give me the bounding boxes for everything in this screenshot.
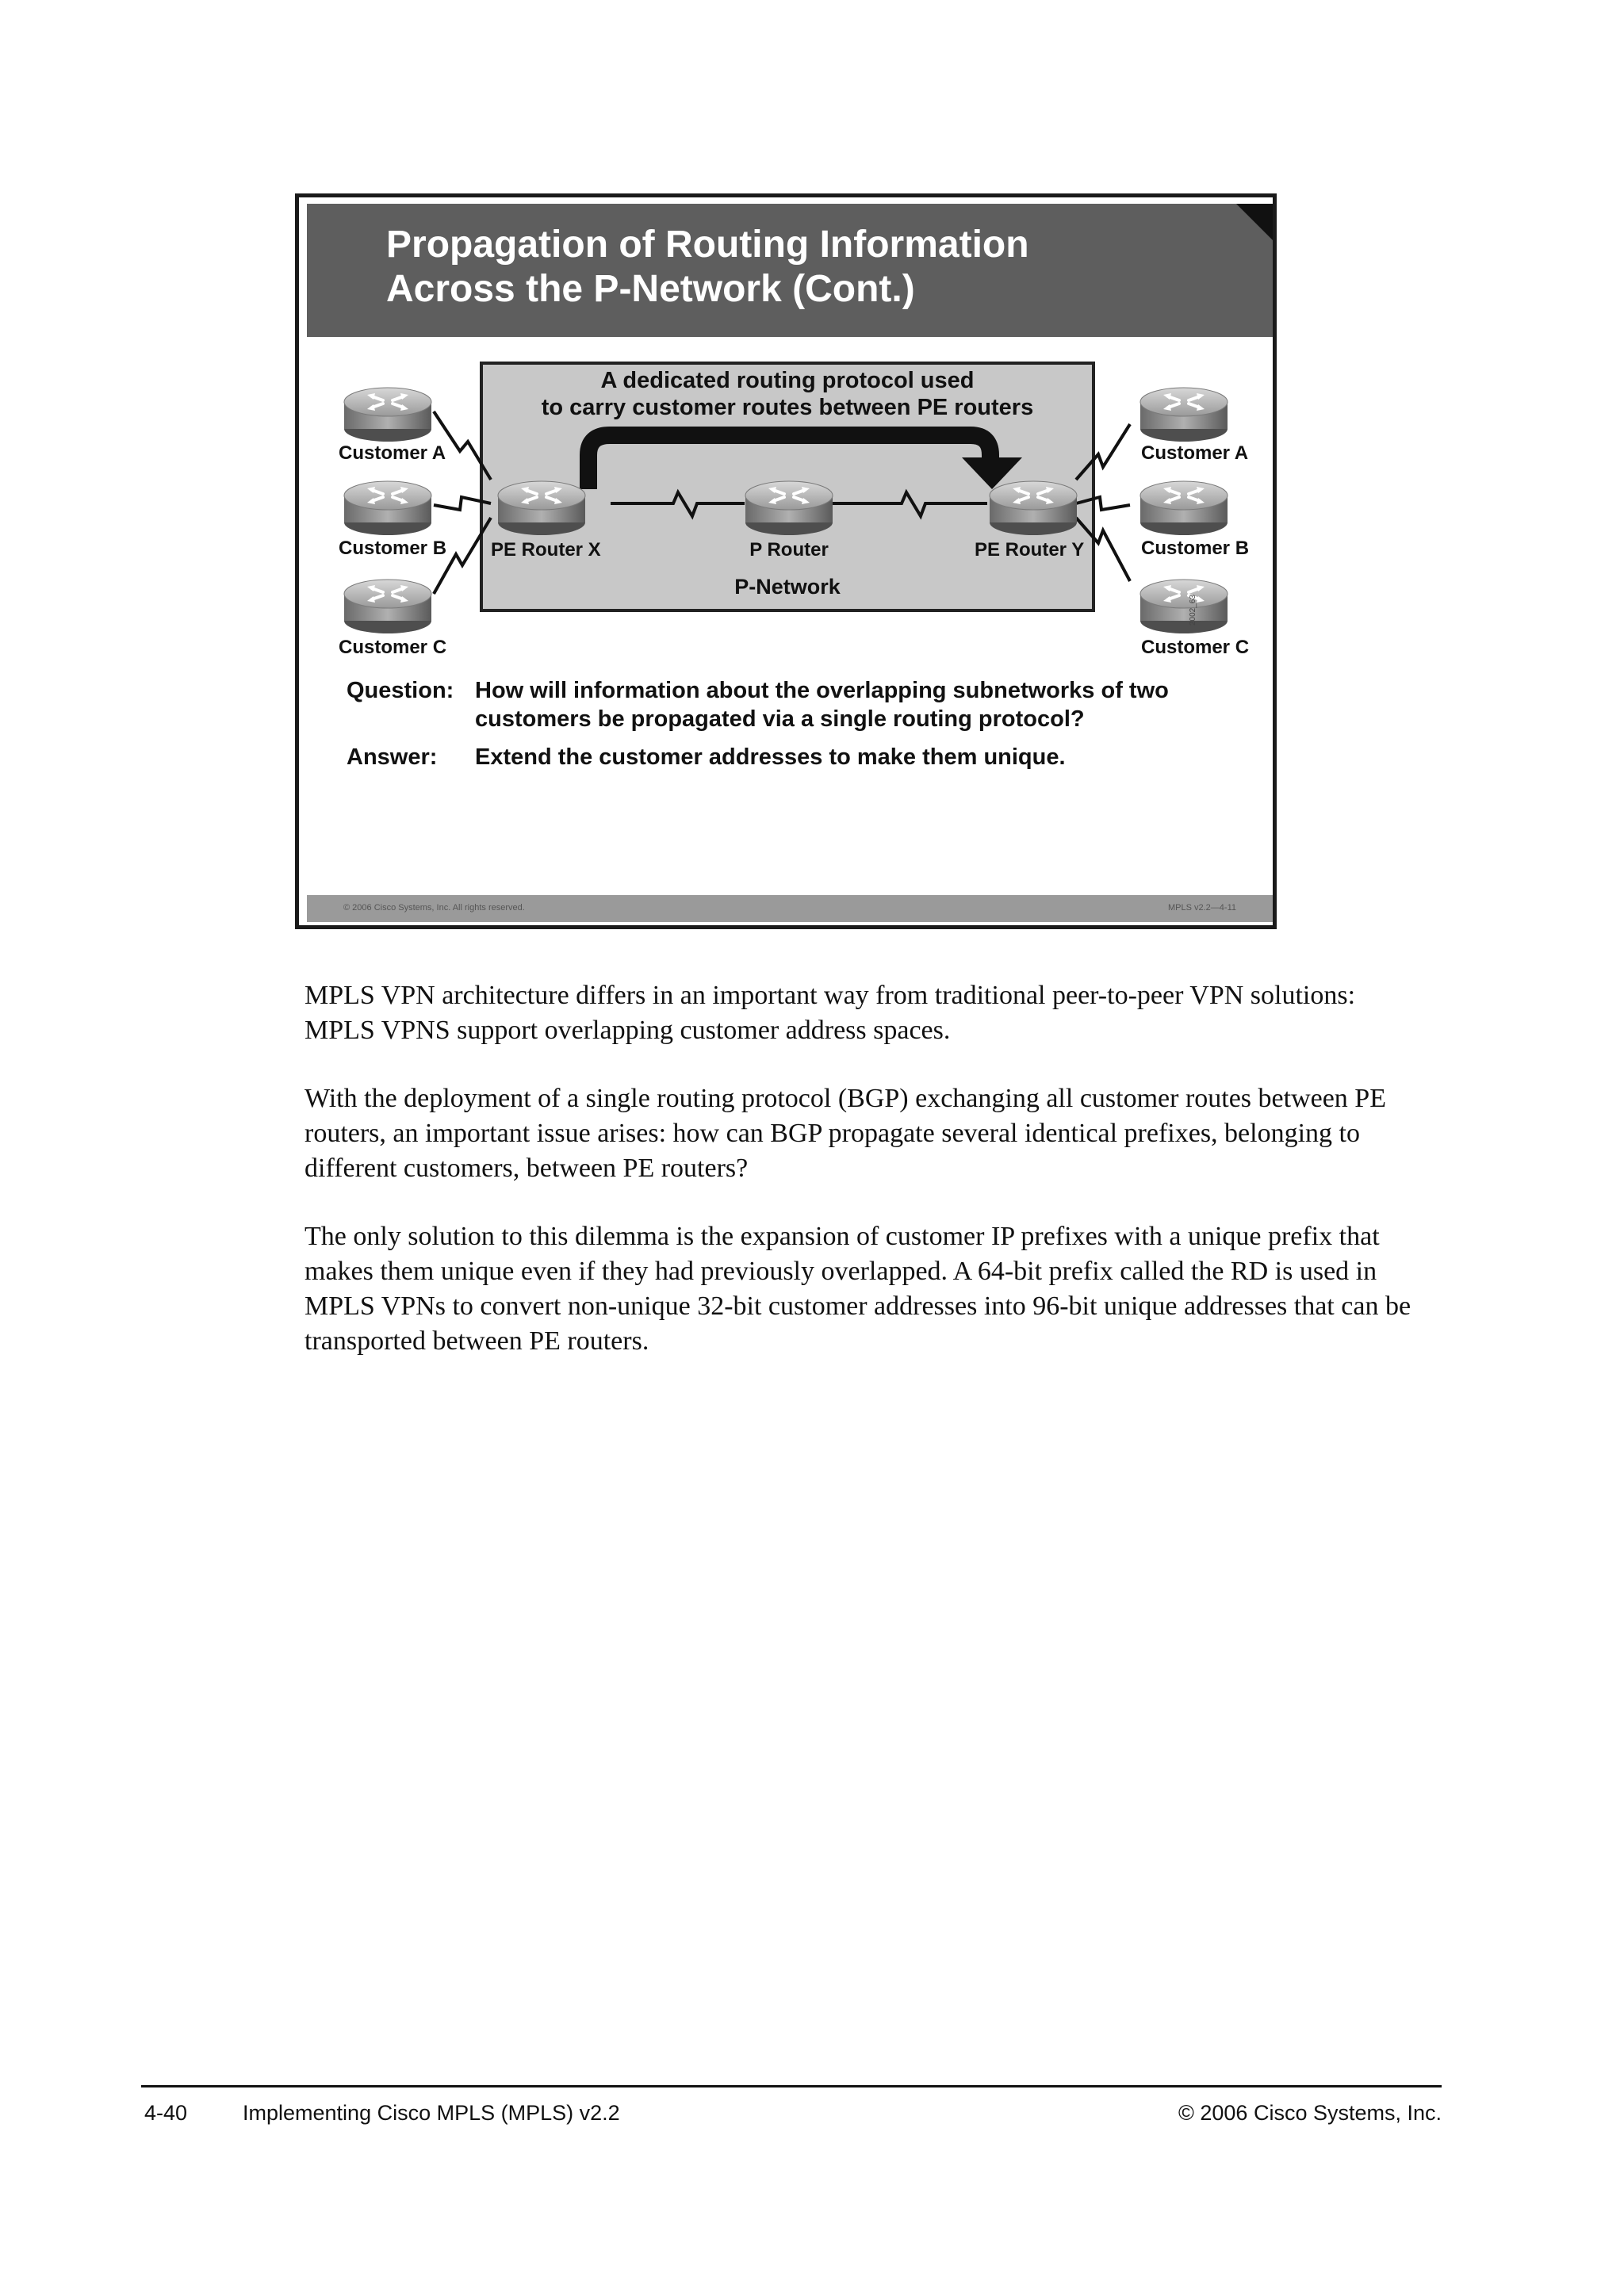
label-customer-a-left: Customer A (339, 442, 446, 464)
router-icon-customer-c-right (1140, 580, 1228, 633)
slide-footer-copyright: © 2006 Cisco Systems, Inc. All rights reserved. (343, 903, 525, 913)
router-icon-customer-b-right (1140, 481, 1228, 535)
body-text (304, 978, 1431, 1392)
router-icon-p-router (745, 481, 833, 535)
answer-text: Extend the customer addresses to make them unique. (475, 744, 1066, 770)
diagram-banner-line1: A dedicated routing protocol used (600, 368, 975, 393)
label-p-router: P Router (749, 539, 829, 561)
router-icon-customer-a-right (1140, 388, 1228, 442)
router-icon-customer-b-left (344, 481, 431, 535)
label-pe-router-x: PE Router X (491, 539, 601, 561)
answer-label: Answer: (347, 744, 438, 770)
label-customer-b-right: Customer B (1141, 538, 1250, 559)
page-footer (144, 2101, 1442, 2128)
slide-title-line2: Across the P-Network (Cont.) (386, 268, 915, 310)
question-row (347, 676, 1243, 733)
router-icon-pe-router-x (498, 481, 585, 535)
slide-title-line1: Propagation of Routing Information (386, 224, 1029, 266)
label-customer-c-left: Customer C (339, 637, 447, 658)
question-text: How will information about the overlapping subnetworks of two customers be propagated via a single routing protocol? (475, 678, 1169, 732)
book-title: Implementing Cisco MPLS (MPLS) v2.2 (243, 2101, 620, 2125)
label-customer-c-right: Customer C (1141, 637, 1250, 658)
label-customer-a-right: Customer A (1141, 442, 1249, 464)
network-diagram (299, 197, 1281, 933)
question-answer-block (347, 676, 1243, 771)
figure-id: 2002_63 (1189, 595, 1197, 626)
answer-row (347, 743, 1243, 771)
slide-figure (295, 193, 1277, 929)
footer-rule (141, 2085, 1442, 2087)
paragraph: MPLS VPN architecture differs in an important way from traditional peer-to-peer VPN solutions: MPLS VPNS support overlapping customer address spaces. (304, 981, 1356, 1045)
router-icon-customer-a-left (344, 388, 431, 442)
router-icon-customer-c-left (344, 580, 431, 633)
router-icon-pe-router-y (990, 481, 1077, 535)
page-number: 4-40 (144, 2101, 188, 2125)
label-customer-b-left: Customer B (339, 538, 447, 559)
question-label: Question: (347, 678, 454, 703)
label-p-network: P-Network (734, 575, 841, 599)
paragraph: The only solution to this dilemma is the expansion of customer IP prefixes with a unique prefix that makes them unique even if they had previously overlapped. A 64-bit prefix called the RD is used in MPLS VPNs to convert non-unique 32-bit customer addresses into 96-bit unique addresses that can be transported between PE routers. (304, 1222, 1411, 1356)
paragraph: With the deployment of a single routing protocol (BGP) exchanging all customer routes between PE routers, an important issue arises: how can BGP propagate several identical prefixes, belonging to different customers, between PE routers? (304, 1084, 1386, 1183)
diagram-banner-line2: to carry customer routes between PE routers (541, 395, 1034, 420)
slide-footer-version: MPLS v2.2—4-11 (1167, 903, 1236, 913)
slide-footer (307, 895, 1273, 922)
copyright: © 2006 Cisco Systems, Inc. (1178, 2101, 1442, 2125)
label-pe-router-y: PE Router Y (975, 539, 1085, 561)
